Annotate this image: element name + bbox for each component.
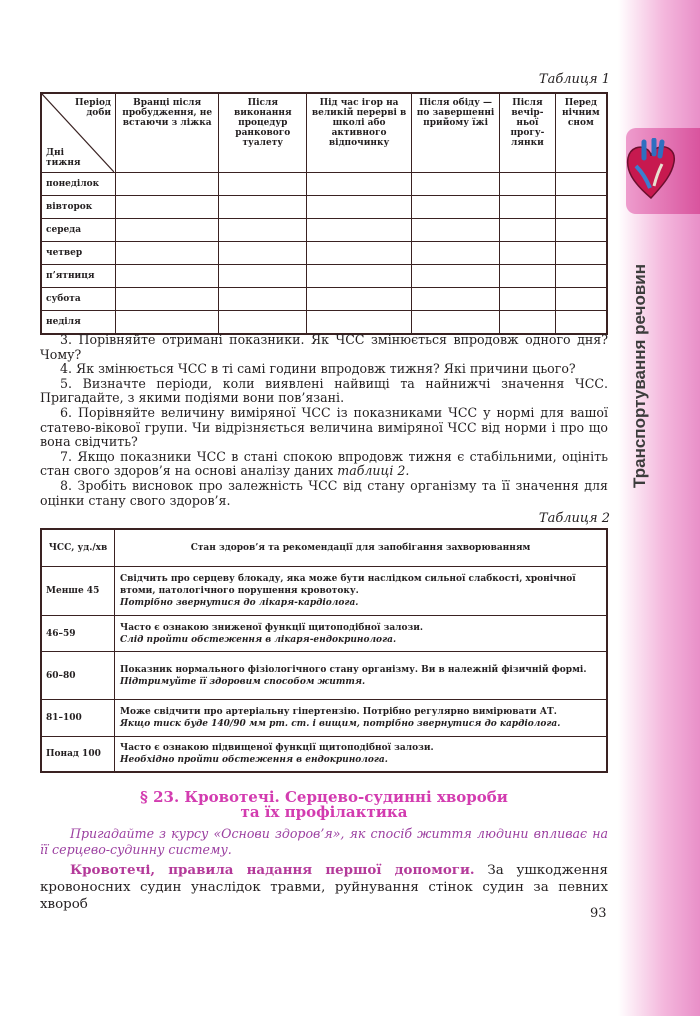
table2-caption: Таблиця 2 [538,511,610,526]
question-7-text: 7. Якщо показники ЧСС в стані спокою впродовж тижня є стабільними, оцініть стан свого здоров’я на основі аналізу даних [40,448,608,479]
chss-range: Менше 45 [41,567,115,616]
table1-col-header: Після вечір-ньої прогу-лянки [500,93,555,173]
section-title-line2: та їх профілактика [240,803,408,821]
question-3: 3. Порівняйте отримані показники. Як ЧСС змінюється впродовж одного дня? Чому? [40,332,608,362]
table-row [41,311,607,335]
table-row [41,196,607,219]
recall-paragraph: Пригадайте з курсу «Основи здоров’я», як спосіб життя людини впливає на її серцево-судинну систему. [40,826,608,857]
recommendation: Слід пройти обстеження в лікаря-ендокринолога. [120,634,397,645]
table1-corner [41,93,116,173]
side-title [630,248,654,488]
recommendation: Якщо тиск буде 140/90 мм рт. ст. і вищим, потрібно звернутися до кардіолога. [120,719,561,729]
table1-col-header: Під час ігор на великій перерві в школі або активного відпочинку [307,93,412,173]
lead-text: За ушкодження кровоносних судин унаслідок травми, руйнування стінок судин за певних хвороб [40,863,608,912]
day-label: вівторок [41,196,116,219]
corner-top-label: Період доби [75,98,111,118]
state-text: Може свідчити про артеріальну гіпертензію. Потрібно регулярно вимірювати АТ. [120,707,557,717]
side-title-text: Транспортування речовин [630,263,649,488]
corner-bottom-label: Дні тижня [46,148,81,168]
state-text: Часто є ознакою зниженої функції щитоподібної залози. [120,622,424,633]
question-5: 5. Визначте періоди, коли виявлені найвищі та найнижчі значення ЧСС. Пригадайте, з якими подіями вони пов’язані. [40,375,608,406]
page-number: 93 [590,906,607,921]
table-row [41,288,607,311]
state-text: Часто є ознакою підвищеної функції щитоподібної залози. [120,742,434,753]
table-row [41,173,607,196]
day-label: четвер [41,242,116,265]
table-row [41,652,607,700]
heart-icon [624,138,678,202]
state-text: Свідчить про серцеву блокаду, яка може бути наслідком сильної слабкості, хронічної втоми, патологічного порушення кровотоку. [120,574,576,596]
table2 [40,528,608,773]
section-title [40,790,608,820]
table-row [41,616,607,652]
state-text: Показник нормального фізіологічного стану організму. Ви в належній фізичній формі. [120,664,587,675]
questions-block [40,333,608,508]
table2-header-state: Стан здоров’я та рекомендації для запобігання захворюванням [115,529,608,567]
question-7-ref: таблиці 2. [337,463,410,479]
table1-col-header: Після виконання процедур ранкового туалету [219,93,307,173]
chss-range: 46–59 [41,616,115,652]
question-4: 4. Як змінюється ЧСС в ті самі години впродовж тижня? Які причини цього? [60,361,576,377]
side-strip [618,0,700,1016]
recommendation: Необхідно пройти обстеження в ендокринолога. [120,754,388,765]
day-label: понеділок [41,173,116,196]
lead-heading: Кровотечі, правила надання першої допомоги. [70,862,475,878]
table-row [41,242,607,265]
table-row [41,700,607,737]
chss-range: 81–100 [41,700,115,737]
day-label: середа [41,219,116,242]
day-label: субота [41,288,116,311]
question-7 [40,450,608,479]
recommendation: Потрібно звернутися до лікаря-кардіолога. [120,598,359,608]
table-row [41,737,607,772]
question-8: 8. Зробіть висновок про залежність ЧСС від стану організму та її значення для оцінки стану свого здоров’я. [40,477,608,508]
table-row [41,567,607,616]
day-label: п’ятниця [41,265,116,288]
recommendation: Підтримуйте її здоровим способом життя. [120,676,366,687]
table-row [41,219,607,242]
day-label: неділя [41,311,116,335]
table2-header-chss: ЧСС, уд./хв [41,529,115,567]
table1-col-header: Перед нічним сном [555,93,607,173]
table1 [40,92,608,335]
question-6: 6. Порівняйте величину виміряної ЧСС із показниками ЧСС у нормі для вашої статево-вікової групи. Чи відрізняється величина виміряної ЧСС від норми і про що вона свідчить? [40,404,608,450]
table1-col-header: Вранці після пробудження, не встаючи з ліжка [116,93,219,173]
table1-col-header: Після обіду — по завершенні прийому їжі [411,93,499,173]
table-row [41,265,607,288]
table1-caption: Таблиця 1 [538,72,610,87]
chss-range: Понад 100 [41,737,115,772]
chss-range: 60–80 [41,652,115,700]
body-paragraph [40,862,608,913]
section-title-line1: § 23. Кровотечі. Серцево-судинні хвороби [140,788,508,806]
